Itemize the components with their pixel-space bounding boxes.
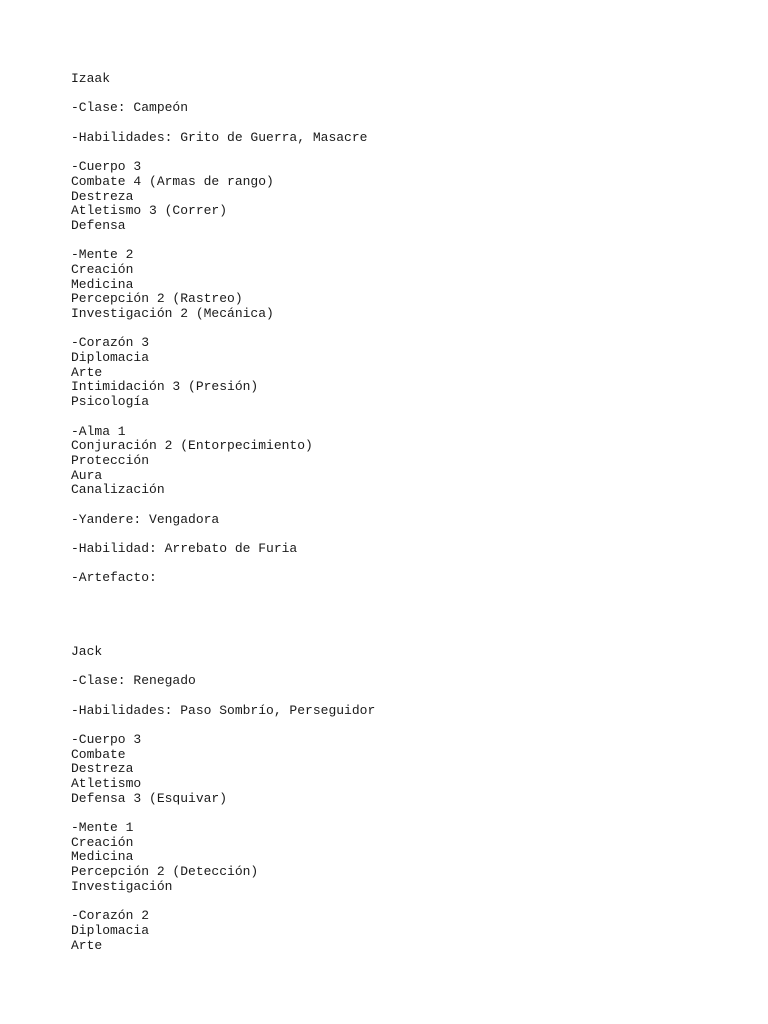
character-class: -Clase: Campeón: [71, 100, 189, 116]
stat-block-corazon: [71, 909, 711, 953]
stat-header: -Corazón 3: [71, 335, 150, 351]
skill-line: Arte: [71, 937, 103, 953]
skill-line: Atletismo: [71, 776, 142, 792]
character-name: Jack: [71, 643, 103, 659]
stat-header: -Corazón 2: [71, 908, 150, 924]
stat-header: -Mente 2: [71, 247, 134, 263]
character-name: Izaak: [71, 71, 111, 86]
skill-line: Investigación 2 (Mecánica): [71, 306, 274, 321]
character-artifact: -Artefacto:: [71, 570, 157, 586]
skill-line: Investigación: [71, 878, 173, 894]
skill-line: Defensa 3 (Esquivar): [71, 790, 228, 806]
skill-line: Combate: [71, 746, 126, 762]
skill-line: Protección: [71, 452, 150, 468]
character-class: -Clase: Renegado: [71, 673, 196, 689]
stat-block-cuerpo: [71, 733, 711, 806]
skill-line: Creación: [71, 834, 134, 850]
stat-block-alma: [71, 425, 711, 498]
character-sheet-izaak: [71, 72, 711, 586]
document-page: [71, 72, 711, 953]
skill-line: Combate 4 (Armas de rango): [71, 173, 274, 189]
stat-block-corazon: [71, 336, 711, 409]
stat-header: -Cuerpo 3: [71, 731, 142, 747]
skill-line: Intimidación 3 (Presión): [71, 379, 259, 395]
stat-header: -Mente 1: [71, 820, 134, 836]
skill-line: Defensa: [71, 217, 126, 233]
stat-block-mente: [71, 248, 711, 321]
skill-line: Destreza: [71, 188, 134, 204]
skill-line: Conjuración 2 (Entorpecimiento): [71, 438, 313, 454]
skill-line: Aura: [71, 467, 103, 483]
skill-line: Psicología: [71, 394, 150, 410]
skill-line: Percepción 2 (Detección): [71, 864, 259, 880]
skill-line: Destreza: [71, 761, 134, 777]
skill-line: Diplomacia: [71, 350, 150, 366]
stat-block-cuerpo: [71, 160, 711, 233]
stat-header: -Alma 1: [71, 423, 126, 439]
stat-header: -Cuerpo 3: [71, 159, 142, 175]
skill-line: Medicina: [71, 849, 134, 865]
skill-line: Percepción 2 (Rastreo): [71, 291, 243, 307]
skill-line: Medicina: [71, 276, 134, 292]
character-special-ability: -Habilidad: Arrebato de Furia: [71, 541, 298, 556]
stat-block-mente: [71, 821, 711, 894]
skill-line: Diplomacia: [71, 922, 150, 938]
character-sheet-jack: [71, 645, 711, 953]
skill-line: Creación: [71, 261, 134, 277]
character-abilities: -Habilidades: Grito de Guerra, Masacre: [71, 129, 368, 145]
skill-line: Atletismo 3 (Correr): [71, 203, 228, 219]
character-yandere: -Yandere: Vengadora: [71, 511, 220, 527]
skill-line: Arte: [71, 364, 103, 380]
skill-line: Canalización: [71, 482, 165, 498]
character-abilities: -Habilidades: Paso Sombrío, Perseguidor: [71, 702, 376, 718]
